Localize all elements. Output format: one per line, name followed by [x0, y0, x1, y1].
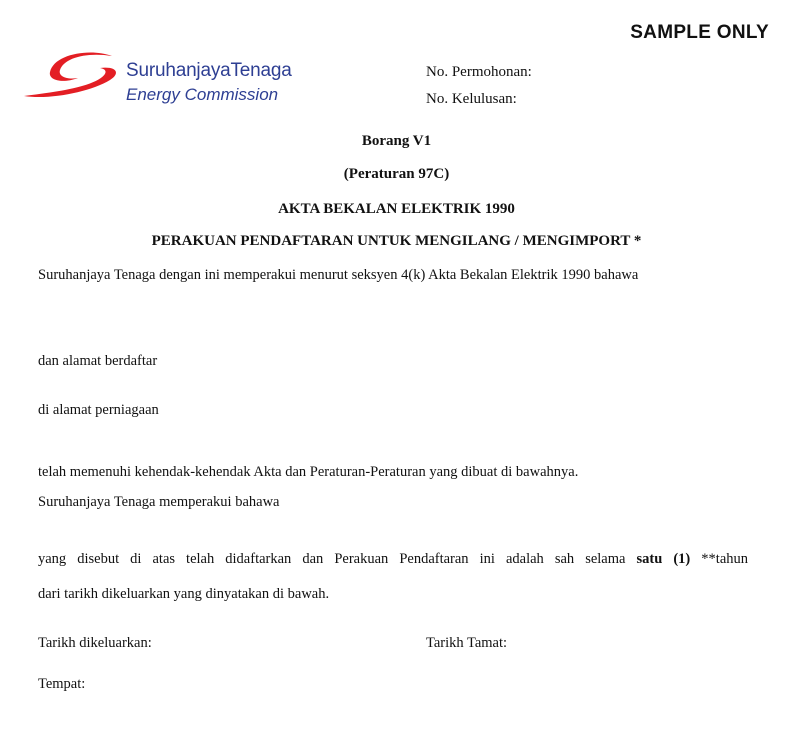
validity-term: satu (1) [636, 551, 691, 567]
certificate-title: PERAKUAN PENDAFTARAN UNTUK MENGILANG / MENGIMPORT * [151, 233, 642, 249]
sample-only-watermark: SAMPLE ONLY [630, 22, 769, 43]
approval-number-label: No. Kelulusan: [426, 91, 517, 107]
validity-statement-continued: dari tarikh dikeluarkan yang dinyatakan di bawah. [38, 586, 330, 602]
logo-swoosh-icon [20, 46, 130, 106]
intro-statement: Suruhanjaya Tenaga dengan ini memperakui menurut seksyen 4(k) Akta Bekalan Elektrik 1990 bahawa [38, 267, 639, 283]
energy-commission-logo [20, 40, 340, 120]
validity-text-start: yang disebut di atas telah didaftarkan dan Perakuan Pendaftaran ini adalah sah selama [38, 551, 637, 567]
logo-subtitle: Energy Commission [126, 85, 279, 104]
registered-address-label: dan alamat berdaftar [38, 353, 158, 369]
validity-text-end: **tahun [690, 551, 749, 567]
expiry-date-label: Tarikh Tamat: [426, 635, 508, 651]
logo-title: SuruhanjayaTenaga [126, 60, 292, 81]
place-label: Tempat: [38, 676, 86, 692]
issued-date-label: Tarikh dikeluarkan: [38, 635, 152, 651]
certifies-statement: Suruhanjaya Tenaga memperakui bahawa [38, 494, 280, 510]
act-title: AKTA BEKALAN ELEKTRIK 1990 [278, 201, 515, 217]
business-address-label: di alamat perniagaan [38, 402, 159, 418]
form-title: Borang V1 [361, 133, 432, 149]
compliance-statement: telah memenuhi kehendak-kehendak Akta dan Peraturan-Peraturan yang dibuat di bawahnya. [38, 464, 579, 480]
regulation-reference: (Peraturan 97C) [343, 166, 450, 182]
application-number-label: No. Permohonan: [426, 64, 532, 80]
validity-statement [38, 551, 748, 568]
